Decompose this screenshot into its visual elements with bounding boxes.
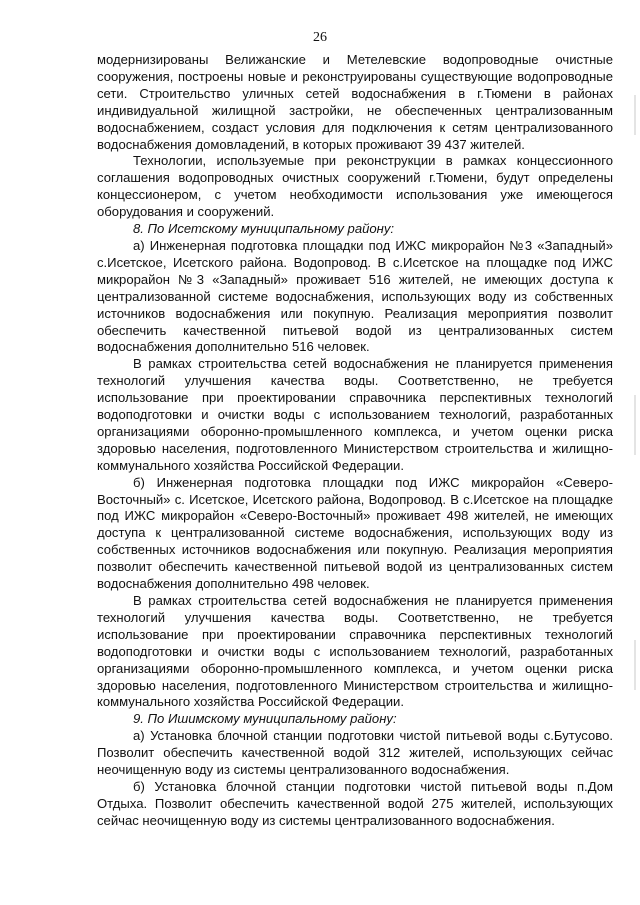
section-heading-ishimsky: 9. По Ишимскому муниципальному району: (133, 711, 397, 727)
paragraph-technologies: Технологии, используемые при реконструкции в рамках концессионного соглашения водопроводных очистных сооружений г.Тюмени, будут определены концессионером, с учетом необходимости использования уже имеющегося оборудования и сооружений. (97, 153, 613, 220)
paragraph-item-a-isetsky: а) Инженерная подготовка площадки под ИЖС микрорайон №3 «Западный» с.Исетское, Исетского района. Водопровод. В с.Исетское на площадке под ИЖС микрорайон №3 «Западный» проживает 516 жителей, не имеющих доступа к централизованной системе водоснабжения, использующих воду из собственных источников водоснабжения или покупную. Реализация мероприятия позволит обеспечить качественной питьевой водой из централизованных систем водоснабжения дополнительно 516 человек. (97, 237, 613, 355)
paragraph-item-b-ishimsky: б) Установка блочной станции подготовки чистой питьевой воды п.Дом Отдыха. Позволит обеспечить качественной водой 275 жителей, использующих сейчас неочищенную воду из системы централизованного водоснабжения. (97, 778, 613, 828)
scan-edge-mark (634, 395, 636, 455)
scan-edge-mark (634, 640, 636, 690)
paragraph-intro: модернизированы Велижанские и Метелевские водопроводные очистные сооружения, построены новые и реконструированы существующие водопроводные сети. Строительство уличных сетей водоснабжения в г.Тюмени в районах индивидуальной жилищной застройки, не обеспеченных централизованным водоснабжением, создаст условия для подключения к сетям централизованного водоснабжения домовладений, в которых проживают 39 437 жителей. (97, 52, 613, 152)
paragraph-item-a-ishimsky: а) Установка блочной станции подготовки чистой питьевой воды с.Бутусово. Позволит обеспечить качественной водой 312 жителей, использующих сейчас неочищенную воду из системы централизованного водоснабжения. (97, 728, 613, 778)
paragraph-item-b-isetsky: б) Инженерная подготовка площадки под ИЖС микрорайон «Северо-Восточный» с. Исетское, Исетского района, Водопровод. В с.Исетское на площадке под ИЖС микрорайон «Северо-Восточный» проживает 498 жителей, не имеющих доступа к централизованной системе водоснабжения, использующих воду из собственных источников водоснабжения или покупную. Реализация мероприятия позволит обеспечить качественной питьевой водой из централизованных систем водоснабжения дополнительно 498 человек. (97, 474, 613, 592)
section-heading-isetsky: 8. По Исетскому муниципальному району: (133, 221, 395, 237)
paragraph-technologies-note: В рамках строительства сетей водоснабжения не планируется применения технологий улучшения качества воды. Соответственно, не требуется использование при проектировании справочника перспективных технологий водоподготовки и очистки воды с использованием технологий, разработанных организациями оборонно-промышленного комплекса, и учетом оценки риска здоровью населения, подготовленного Министерством строительства и жилищно-коммунального хозяйства Российской Федерации. (97, 356, 613, 473)
scan-edge-mark (634, 95, 636, 135)
document-body (97, 52, 613, 830)
page-number: 26 (313, 30, 327, 45)
paragraph-technologies-note: В рамках строительства сетей водоснабжения не планируется применения технологий улучшения качества воды. Соответственно, не требуется использование при проектировании справочника перспективных технологий водоподготовки и очистки воды с использованием технологий, разработанных организациями оборонно-промышленного комплекса, и учетом оценки риска здоровью населения, подготовленного Министерством строительства и жилищно-коммунального хозяйства Российской Федерации. (97, 593, 613, 710)
